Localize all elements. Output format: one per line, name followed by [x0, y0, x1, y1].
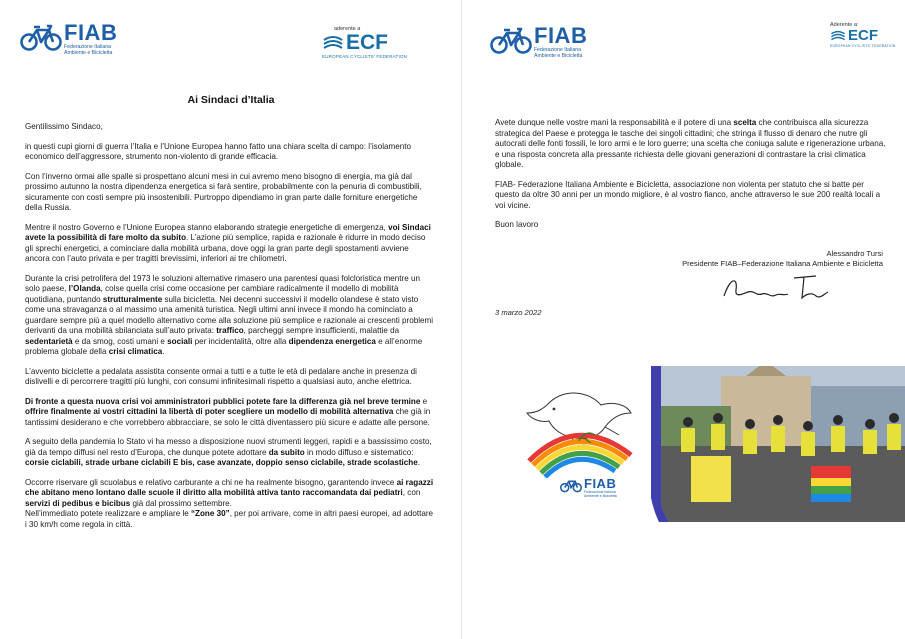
letter-date: 3 marzo 2022: [495, 308, 542, 317]
bicycle-icon: [20, 22, 62, 52]
signer-role: Presidente FIAB–Federazione Italiana Ambiente e Bicicletta: [682, 259, 883, 268]
paragraph-1: in questi cupi giorni di guerra l’Italia e l’Unione Europea hanno fatto una chiara scelta di campo: l’isolamento economico dell’aggressore, strumento non-violento di grande efficacia.: [25, 141, 412, 161]
peace-dove-illustration: [519, 383, 639, 478]
fiab-subtitle-2: Ambiente e Bicicletta: [534, 53, 583, 59]
ecf-aderente-label: Aderente a:: [830, 22, 859, 28]
signature-block: [682, 249, 883, 269]
ecf-subtitle: EUROPEAN CYCLISTS' FEDERATION: [830, 44, 896, 48]
letter-page-2: [462, 0, 905, 639]
paragraph-3: Mentre il nostro Governo e l’Unione Europea stanno elaborando strategie energetiche di emergenza, voi Sindaci avete la possibilità di fare molto da subito. L’azione più semplice, rapida e razionale è ridurre in modo deciso gli sprechi energetici, a cominciare dalla mobilità urbana, dove oggi la gran parte degli spostamenti avviene ancora con l’auto privata e per tragitti brevissimi, inferiori ai tre chilometri.: [25, 222, 431, 263]
ecf-wordmark: ECF: [346, 31, 388, 54]
letter-title: Ai Sindaci d’Italia: [187, 94, 275, 106]
bicycle-icon: [560, 477, 582, 493]
fiab-logo-small: [560, 477, 617, 498]
ecf-swoosh-icon: [830, 28, 846, 44]
fiab-logo-right: [490, 25, 587, 59]
ecf-logo-right: [830, 22, 896, 48]
paragraph-8: Occorre riservare gli scuolabus e relativo carburante a chi ne ha realmente bisogno, garantendo invece ai ragazzi che abitano meno lontano dalle scuole il diritto alla mobilità attiva tanto raccomandata dai pediatri, con servizi di pedibus e bicibus già dal prossimo settembre. Nell’immediato potete realizzare e ampliare le “Zone 30”, per poi arrivare, come in altri paesi europei, ad adottare i 30 km/h come regola in città.: [25, 477, 434, 529]
ecf-subtitle: EUROPEAN CYCLISTS' FEDERATION: [322, 54, 408, 59]
letter-body-right: [495, 118, 890, 240]
fiab-subtitle-1: Federazione Italiana: [584, 490, 616, 494]
fiab-subtitle-1: Federazione Italiana: [534, 47, 582, 53]
closing: Buon lavoro: [495, 220, 539, 229]
fiab-subtitle-2: Ambiente e Bicicletta: [584, 494, 617, 498]
handwritten-signature: [720, 268, 840, 306]
paragraph-7: A seguito della pandemia lo Stato vi ha messo a disposizione nuovi strumenti leggeri, rapidi e a bassissimo costo, già da tempo diffusi nel resto d’Europa, che dunque potete adottare da subito in modo diffuso e sistematico: corsie ciclabili, strade urbane ciclabili E bis, case avanzate, doppio senso ciclabile, strade scolastiche.: [25, 437, 432, 467]
fiab-wordmark: FIAB: [584, 476, 617, 491]
ecf-swoosh-icon: [322, 32, 344, 54]
letter-body-left: [25, 122, 435, 530]
paragraph-4: Durante la crisi petrolifera del 1973 le soluzioni alternative rimasero una parentesi quasi folcloristica mentre un solo paese, l’Olanda, colse quella crisi come occasione per cambiare radicalmente il modello di mobilità quotidiana, puntando strutturalmente sulla bicicletta. Nei decenni successivi il modello olandese è stato visto come una stravaganza o al massimo una amenità turistica. Negli ultimi anni invece il mondo ha cominciato a guardare sempre più a quel modello alternativo come alla soluzione più semplice e razionale ai crescenti problemi derivanti da una mobilità sbilanciata sull’auto privata: traffico, parcheggi sempre insufficienti, malattie da sedentarietà e da smog, costi umani e sociali per incidentalità, oltre alla dipendenza energetica e all’enorme problema globale della crisi climatica.: [25, 273, 434, 356]
paragraph-r1: Avete dunque nelle vostre mani la responsabilità e il potere di una scelta che contribuisca alla sicurezza strategica del Paese e protegga le tasche dei singoli cittadini; che stringa il flusso di denaro che nutre gli autocrati delle fonti fossili, le loro armi e le loro guerre; una scelta che coniuga salute e rigenerazione urbana, e una risposta concreta alla pressante richiesta delle giovani generazioni di contrastare la crisi climatica globale.: [495, 118, 886, 169]
ecf-wordmark: ECF: [848, 27, 878, 44]
paragraph-6: Di fronte a questa nuova crisi voi amministratori pubblici potete fare la differenza già nel breve termine e offrire finalmente ai vostri cittadini la libertà di poter scegliere un modello di mobilità alternativa che già in tantissimi desiderano e che vorrebbero abbracciare, se solo le città diventassero più sicure e adatte alle persone.: [25, 396, 431, 427]
paragraph-r2: FIAB- Federazione Italiana Ambiente e Bicicletta, associazione non violenta per statuto che si batte per questo da oltre 30 anni per un mondo migliore, è al vostro fianco, anche attraverso le sue 200 realtà locali a voi vicine.: [495, 179, 881, 210]
ecf-aderente-label: aderente a: [334, 26, 361, 32]
salutation: Gentilissimo Sindaco,: [25, 122, 103, 131]
fiab-subtitle-2: Ambiente e Bicicletta: [64, 50, 113, 56]
fiab-logo: [20, 22, 117, 56]
fiab-wordmark: FIAB: [534, 23, 588, 48]
ecf-logo: [322, 26, 407, 59]
bicycle-icon: [490, 25, 532, 55]
signer-name: Alessandro Tursi: [826, 249, 883, 258]
fiab-wordmark: FIAB: [64, 20, 118, 45]
cyclists-rally-photo: [651, 366, 905, 522]
paragraph-2: Con l’inverno ormai alle spalle si prospettano alcuni mesi in cui avremo meno bisogno di energia, ma già dal prossimo autunno la nostra dipendenza energetica si farà sentire, probabilmente con la penuria di combustibili, sicuramente con costi sempre più insostenibili. Purtroppo dipendiamo in gran parte dalle forniture energetiche della Russia.: [25, 171, 422, 212]
paragraph-5: L’avvento biciclette a pedalata assistita consente ormai a tutti e a tutte le età di pedalare anche in presenza di dislivelli e di percorrere tragitti più lunghi, con consumi infinitesimali rispetto a qualsiasi auto, anche elettrica.: [25, 366, 417, 386]
fiab-subtitle-1: Federazione Italiana: [64, 44, 112, 50]
